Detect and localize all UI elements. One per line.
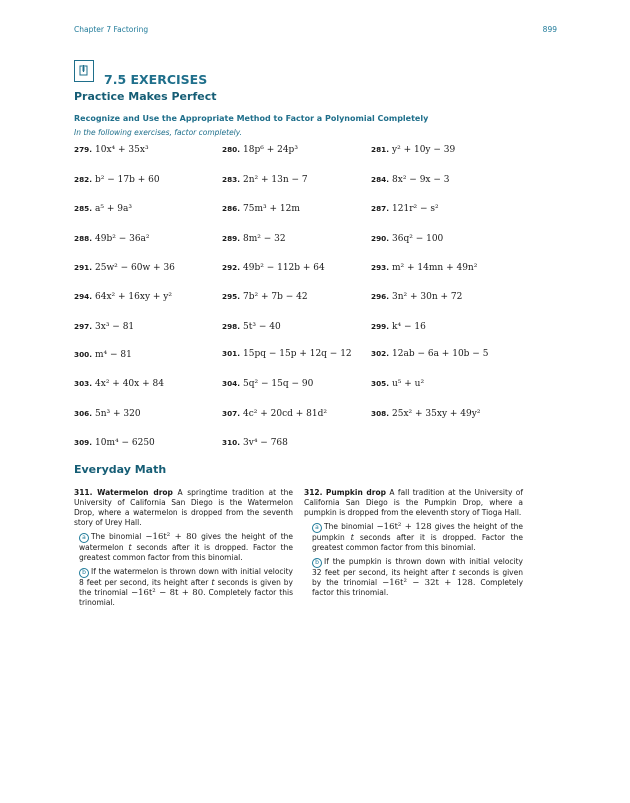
- exercise-item: 310. 3v⁴ − 768: [222, 438, 288, 448]
- part-b-badge: b: [79, 568, 89, 578]
- exercise-item: 303. 4x² + 40x + 84: [74, 379, 164, 389]
- chapter-header: Chapter 7 Factoring: [74, 25, 149, 34]
- problem-intro: 312. Pumpkin drop A fall tradition at the University of California San Diego is the Pumpkin Drop, where a pumpkin is dropped from the eleventh story of Tioga Hall.: [304, 488, 523, 517]
- exercise-item: 296. 3n² + 30n + 72: [371, 292, 463, 302]
- exercise-item: 293. m² + 14mn + 49n²: [371, 263, 478, 273]
- exercise-item: 301. 15pq − 15p + 12q − 12: [222, 349, 352, 359]
- problem-part-b: b If the watermelon is thrown down with initial velocity 8 feet per second, its height after t seconds is given by the trinomial −16t² − 8t + 80. Completely factor this trinomial.: [79, 567, 293, 607]
- exercise-item: 287. 121r² − s²: [371, 204, 439, 214]
- exercise-item: 306. 5n³ + 320: [74, 409, 141, 419]
- exercise-item: 286. 75m³ + 12m: [222, 204, 300, 214]
- pencil-paper-icon: [74, 60, 94, 82]
- exercise-item: 290. 36q² − 100: [371, 234, 444, 244]
- objective-heading: Recognize and Use the Appropriate Method to Factor a Polynomial Completely: [74, 114, 429, 123]
- exercise-item: 279. 10x⁴ + 35x³: [74, 145, 149, 155]
- exercise-item: 308. 25x² + 35xy + 49y²: [371, 409, 481, 419]
- instruction-text: In the following exercises, factor completely.: [74, 128, 243, 137]
- exercise-item: 288. 49b² − 36a²: [74, 234, 150, 244]
- problem-intro: 311. Watermelon drop A springtime tradition at the University of California San Diego is the Watermelon Drop, where a watermelon is dropped from the seventh story of Urey Hall.: [74, 488, 293, 527]
- exercise-item: 294. 64x² + 16xy + y²: [74, 292, 172, 302]
- exercise-item: 292. 49b² − 112b + 64: [222, 263, 325, 273]
- exercise-item: 289. 8m² − 32: [222, 234, 286, 244]
- problem-312: [304, 488, 523, 598]
- exercise-item: 291. 25w² − 60w + 36: [74, 263, 175, 273]
- part-a-badge: a: [79, 533, 89, 543]
- exercise-item: 305. u⁵ + u²: [371, 379, 425, 389]
- exercise-item: 283. 2n² + 13n − 7: [222, 175, 308, 185]
- problem-part-b: b If the pumpkin is thrown down with initial velocity 32 feet per second, its height after t seconds is given by the trinomial −16t² − 32t + 128. Completely factor this trinomial.: [312, 557, 524, 597]
- exercise-item: 307. 4c² + 20cd + 81d²: [222, 409, 327, 419]
- exercise-item: 285. a⁵ + 9a³: [74, 204, 132, 214]
- practice-heading: Practice Makes Perfect: [74, 90, 217, 103]
- exercise-item: 302. 12ab − 6a + 10b − 5: [371, 349, 489, 359]
- exercise-item: 300. m⁴ − 81: [74, 350, 132, 360]
- exercise-item: 282. b² − 17b + 60: [74, 175, 160, 185]
- problem-part-a: a The binomial −16t² + 80 gives the height of the watermelon t seconds after it is dropped. Factor the greatest common factor from this binomial.: [79, 532, 294, 562]
- problem-part-a: a The binomial −16t² + 128 gives the height of the pumpkin t seconds after it is dropped. Factor the greatest common factor from this binomial.: [312, 522, 524, 552]
- everyday-math-heading: Everyday Math: [74, 463, 167, 476]
- part-a-badge: a: [312, 523, 322, 533]
- exercise-item: 297. 3x³ − 81: [74, 322, 135, 332]
- page-number: 899: [542, 25, 557, 34]
- exercise-item: 284. 8x² − 9x − 3: [371, 175, 450, 185]
- exercise-item: 304. 5q² − 15q − 90: [222, 379, 314, 389]
- exercise-item: 298. 5t³ − 40: [222, 322, 281, 332]
- exercise-item: 281. y² + 10y − 39: [371, 145, 456, 155]
- exercise-item: 309. 10m⁴ − 6250: [74, 438, 155, 448]
- exercise-item: 299. k⁴ − 16: [371, 322, 426, 332]
- part-b-badge: b: [312, 558, 322, 568]
- exercise-item: 295. 7b² + 7b − 42: [222, 292, 308, 302]
- problem-311: [74, 488, 293, 608]
- section-title: 7.5 EXERCISES: [104, 72, 208, 87]
- exercise-item: 280. 18p⁶ + 24p³: [222, 145, 298, 155]
